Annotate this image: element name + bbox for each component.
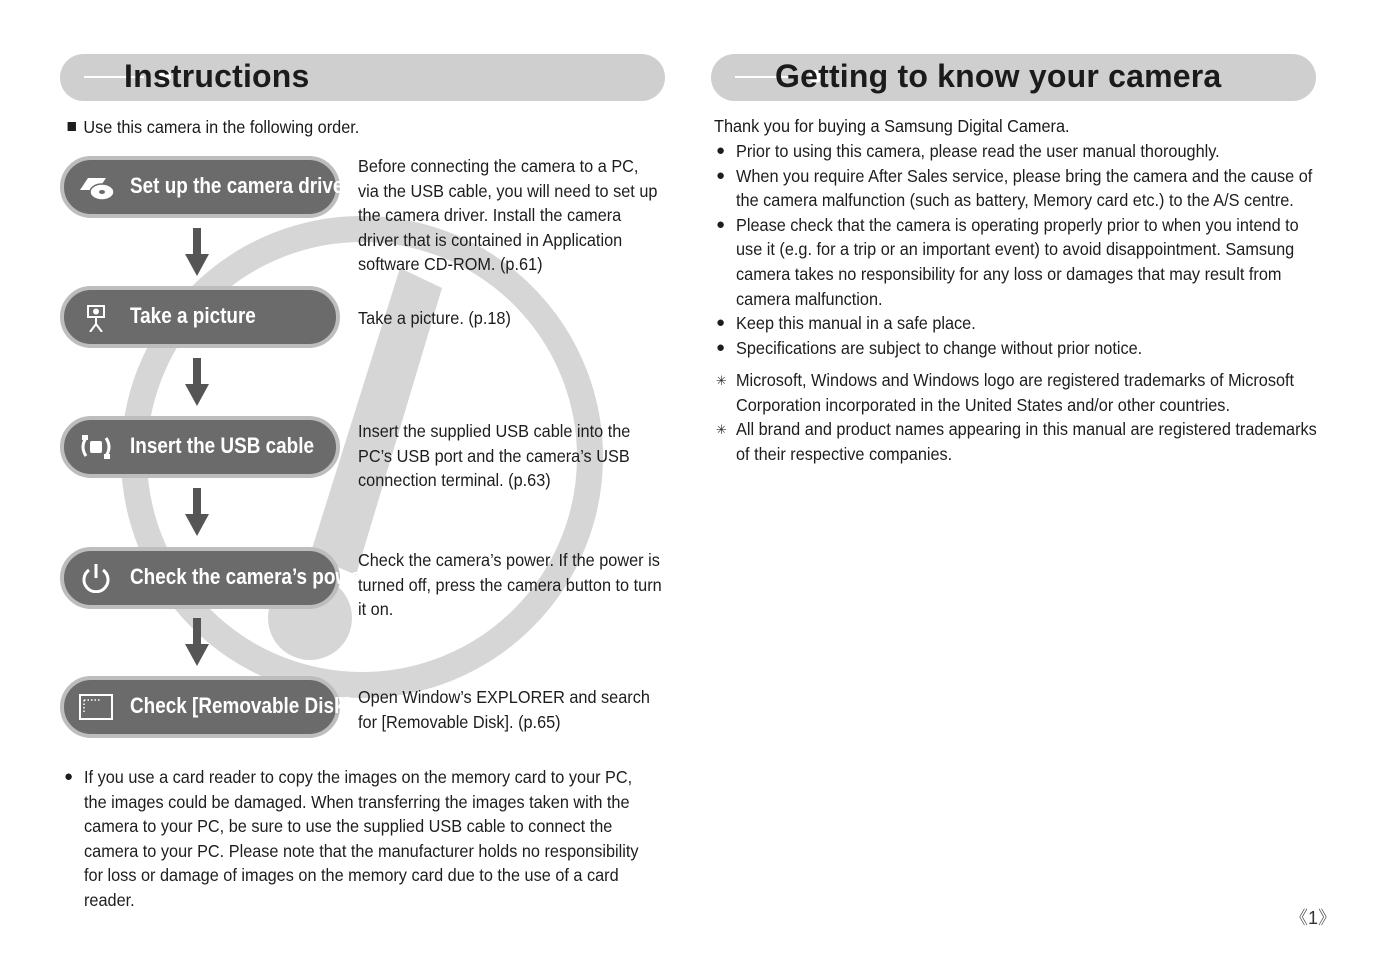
step-desc-check-power: Check the camera’s power. If the power is turned off, press the camera button to turn it on. <box>358 550 662 620</box>
power-icon <box>78 563 114 593</box>
step-label: Insert the USB cable <box>130 433 314 458</box>
usb-icon <box>78 432 114 462</box>
camera-tripod-icon <box>78 302 114 332</box>
page-title-instructions: Instructions <box>124 58 310 94</box>
step-label: Take a picture <box>130 303 256 328</box>
thank-you-text: Thank you for buying a Samsung Digital Camera. <box>714 116 1070 136</box>
window-icon <box>78 692 114 722</box>
cd-rom-icon <box>78 172 114 202</box>
camera-notice-list <box>714 139 1324 360</box>
step-desc-check-removable-disk: Open Window’s EXPLORER and search for [Removable Disk]. (p.65) <box>358 687 650 732</box>
step-desc-setup-driver: Before connecting the camera to a PC, via the USB cable, you will need to set up the camera driver. Install the camera driver that is contained in Application software CD-ROM. (p.61) <box>358 156 658 275</box>
page-number: 《1》 <box>1290 908 1337 928</box>
down-arrow-icon <box>185 618 209 666</box>
list-item: ● Prior to using this camera, please read the user manual thoroughly. <box>714 139 1324 164</box>
list-item: ● Keep this manual in a safe place. <box>714 311 1324 336</box>
list-item: ● If you use a card reader to copy the images on the memory card to your PC, the images could be damaged. When transferring the images taken with the camera to your PC, be sure to use the supplied USB cable to connect the camera to your PC. Please note that the manufacturer holds no responsibility for loss or damage of images on the memory card due to the use of a card reader. <box>62 765 662 913</box>
page-title-getting-to-know: Getting to know your camera <box>775 58 1222 94</box>
instructions-header <box>60 54 665 101</box>
step-insert-usb <box>60 416 340 478</box>
step-take-picture <box>60 286 340 348</box>
down-arrow-icon <box>185 488 209 536</box>
getting-to-know-header <box>711 54 1316 101</box>
step-desc-insert-usb: Insert the supplied USB cable into the PC’s USB port and the camera’s USB connection terminal. (p.63) <box>358 421 631 491</box>
down-arrow-icon <box>185 228 209 276</box>
list-item: ✳ Microsoft, Windows and Windows logo are registered trademarks of Microsoft Corporation incorporated in the United States and/or other countries. <box>714 368 1324 417</box>
square-bullet-icon <box>68 122 76 131</box>
card-reader-note <box>62 765 662 913</box>
step-check-removable-disk <box>60 676 351 738</box>
step-setup-driver <box>60 156 351 218</box>
list-item: ✳ All brand and product names appearing in this manual are registered trademarks of their respective companies. <box>714 417 1324 466</box>
list-item: ● Please check that the camera is operating properly prior to when you intend to use it (e.g. for a trip or an important event) to avoid disappointment. Samsung camera takes no responsibility for any loss or damages that may result from camera malfunction. <box>714 213 1324 311</box>
instructions-intro: Use this camera in the following order. <box>62 115 359 140</box>
step-label: Check [Removable Disk] <box>130 693 351 718</box>
list-item: ● When you require After Sales service, please bring the camera and the cause of the camera malfunction (such as battery, Memory card etc.) to the A/S centre. <box>714 164 1324 213</box>
step-label: Check the camera’s power <box>130 564 369 589</box>
list-item: ● Specifications are subject to change without prior notice. <box>714 336 1324 361</box>
step-check-power <box>60 547 369 609</box>
step-label: Set up the camera driver <box>130 173 351 198</box>
down-arrow-icon <box>185 358 209 406</box>
step-desc-take-picture: Take a picture. (p.18) <box>358 308 511 328</box>
trademark-notes <box>714 368 1324 466</box>
